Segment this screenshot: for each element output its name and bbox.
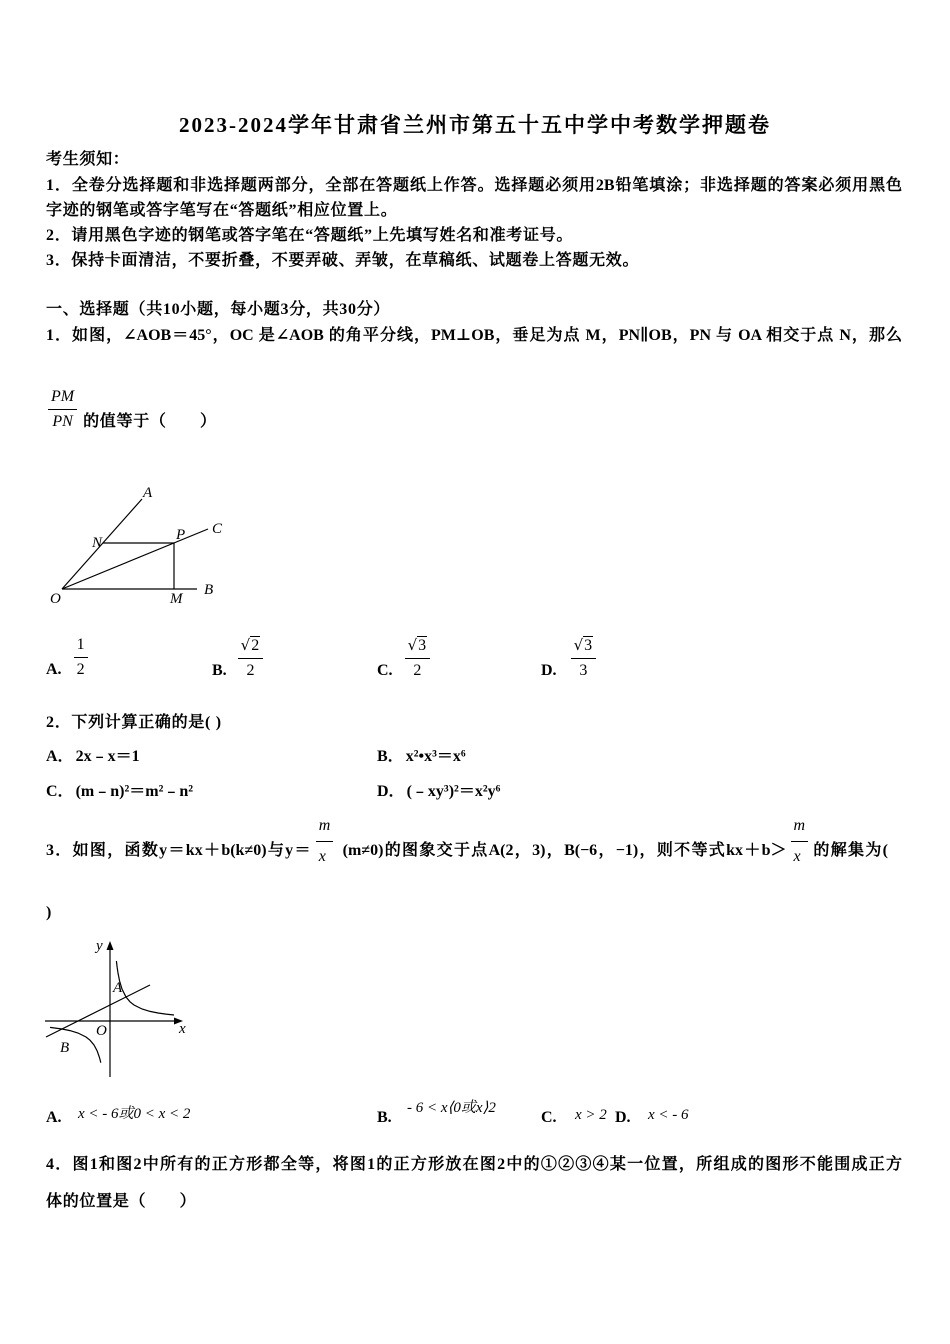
option-fraction [571, 634, 597, 682]
q2-stem: 2．下列计算正确的是( ) [46, 714, 222, 731]
fraction-numerator: 1 [76, 636, 85, 653]
radical-sign: √ [573, 636, 584, 654]
fraction-numerator: m [318, 817, 331, 834]
fraction-denominator: 2 [74, 657, 88, 681]
option-text: x²•x³＝x⁶ [405, 748, 466, 765]
label-m: M [170, 591, 183, 607]
option-letter: D． [377, 783, 405, 800]
option-fraction [74, 634, 88, 681]
q1-option-b [212, 634, 263, 683]
label-p: P [176, 527, 186, 543]
q4-stem-line-2: 体的位置是（ ） [46, 1193, 197, 1210]
notice-heading: 考生须知： [46, 151, 130, 168]
notice-line-1: 1．全卷分选择题和非选择题两部分，全部在答题纸上作答。选择题必须用2B铅笔填涂；非选择题的答案必须用黑色 [46, 177, 902, 194]
q3-stem-line-2: ) [46, 904, 53, 921]
q2-option-c [46, 780, 193, 804]
option-fraction [405, 634, 431, 682]
label-c: C [212, 521, 223, 537]
q3-option-b [377, 1100, 496, 1130]
q3-option-a [46, 1106, 191, 1130]
page-title: 2023-2024学年甘肃省兰州市第五十五中学中考数学押题卷 [179, 113, 771, 137]
notice-line-3: 2．请用黑色字迹的钢笔或答字笔在“答题纸”上先填写姓名和准考证号。 [46, 227, 574, 244]
label-x: x [179, 1021, 186, 1037]
fraction-numerator [405, 634, 431, 658]
section-heading: 一、选择题（共10小题，每小题3分，共30分） [46, 301, 391, 318]
q3-fraction-m-over-x [316, 815, 334, 868]
option-fraction [238, 634, 264, 682]
option-text: (m﹣n)²＝m²﹣n² [75, 783, 194, 800]
q1-figure [40, 478, 230, 608]
q4-stem-line-1: 4．图1和图2中所有的正方形都全等，将图1的正方形放在图2中的①②③④某一位置，所组成的图形不能围成正方 [46, 1156, 902, 1173]
option-text: (﹣xy³)²＝x²y⁶ [406, 783, 501, 800]
hyperbola-branch-third-quadrant [50, 1027, 101, 1062]
q3-option-d [615, 1106, 689, 1130]
label-n: N [92, 535, 103, 551]
q2-option-b [377, 745, 466, 769]
fraction-denominator: 2 [238, 658, 264, 682]
q3-stem-part-2: (m≠0)的图象交于点A(2，3)，B(−6，−1)，则不等式kx＋b＞ [337, 842, 787, 859]
label-origin: O [96, 1023, 107, 1039]
option-text: x < - 6 [648, 1107, 689, 1123]
q3-option-c [541, 1106, 607, 1130]
q3-stem-part-1: 3．如图，函数y＝kx＋b(k≠0)与y＝ [46, 842, 312, 859]
fraction-numerator [571, 634, 597, 658]
ray-oc [62, 529, 208, 589]
q3-stem-part-3: 的解集为( [812, 842, 888, 859]
fraction-denominator: x [791, 841, 809, 868]
fraction-denominator: x [316, 841, 334, 868]
radicand: 3 [584, 637, 593, 654]
option-letter: B． [377, 748, 404, 765]
fraction-numerator [238, 634, 264, 658]
option-letter: C． [46, 783, 74, 800]
option-letter: B. [212, 662, 227, 679]
label-point-b: B [60, 1040, 70, 1056]
radicand: 3 [418, 637, 427, 654]
q3-figure [40, 935, 200, 1085]
fraction-denominator: 2 [405, 658, 431, 682]
fraction-numerator: PM [51, 388, 75, 405]
q3-fraction-m-over-x-2 [791, 815, 809, 868]
option-letter: D. [615, 1109, 631, 1126]
q1-option-c [377, 634, 430, 683]
radical-sign: √ [407, 636, 418, 654]
q3-stem [46, 815, 888, 868]
radical-sign: √ [240, 636, 251, 654]
option-text: 2x﹣x＝1 [75, 748, 140, 765]
option-text: - 6 < x⟨0或x⟩2 [407, 1100, 496, 1116]
option-letter: C. [377, 662, 393, 679]
q1-stem-tail-row [46, 386, 217, 434]
q2-option-a [46, 745, 140, 769]
q1-fraction-pm-pn [48, 386, 77, 433]
q2-option-d [377, 780, 500, 804]
label-y: y [96, 938, 103, 954]
radicand: 2 [251, 637, 260, 654]
option-letter: D. [541, 662, 557, 679]
q1-option-a [46, 634, 88, 682]
y-axis-arrow-icon [107, 941, 114, 950]
option-letter: A. [46, 1109, 62, 1126]
option-letter: A． [46, 748, 74, 765]
fraction-denominator: 3 [571, 658, 597, 682]
fraction-numerator: m [793, 817, 806, 834]
option-text: x < - 6或0 < x < 2 [78, 1106, 191, 1122]
q1-stem-tail: 的值等于（ ） [83, 413, 217, 430]
q1-stem: 1．如图，∠AOB＝45°，OC 是∠AOB 的角平分线，PM⊥OB，垂足为点 M，PN∥OB，PN 与 OA 相交于点 N，那么 [46, 327, 902, 344]
option-text: x > 2 [575, 1107, 607, 1123]
fraction-denominator: PN [48, 409, 77, 433]
label-b: B [204, 582, 214, 598]
q1-option-d [541, 634, 596, 683]
option-letter: B. [377, 1109, 392, 1126]
option-letter: C. [541, 1109, 557, 1126]
notice-line-2: 字迹的钢笔或答字笔写在“答题纸”相应位置上。 [46, 202, 398, 219]
label-point-a: A [113, 980, 123, 996]
option-letter: A. [46, 661, 62, 678]
label-a: A [143, 485, 153, 501]
label-o: O [50, 591, 61, 607]
notice-line-4: 3．保持卡面清洁，不要折叠，不要弄破、弄皱，在草稿纸、试题卷上答题无效。 [46, 252, 640, 269]
